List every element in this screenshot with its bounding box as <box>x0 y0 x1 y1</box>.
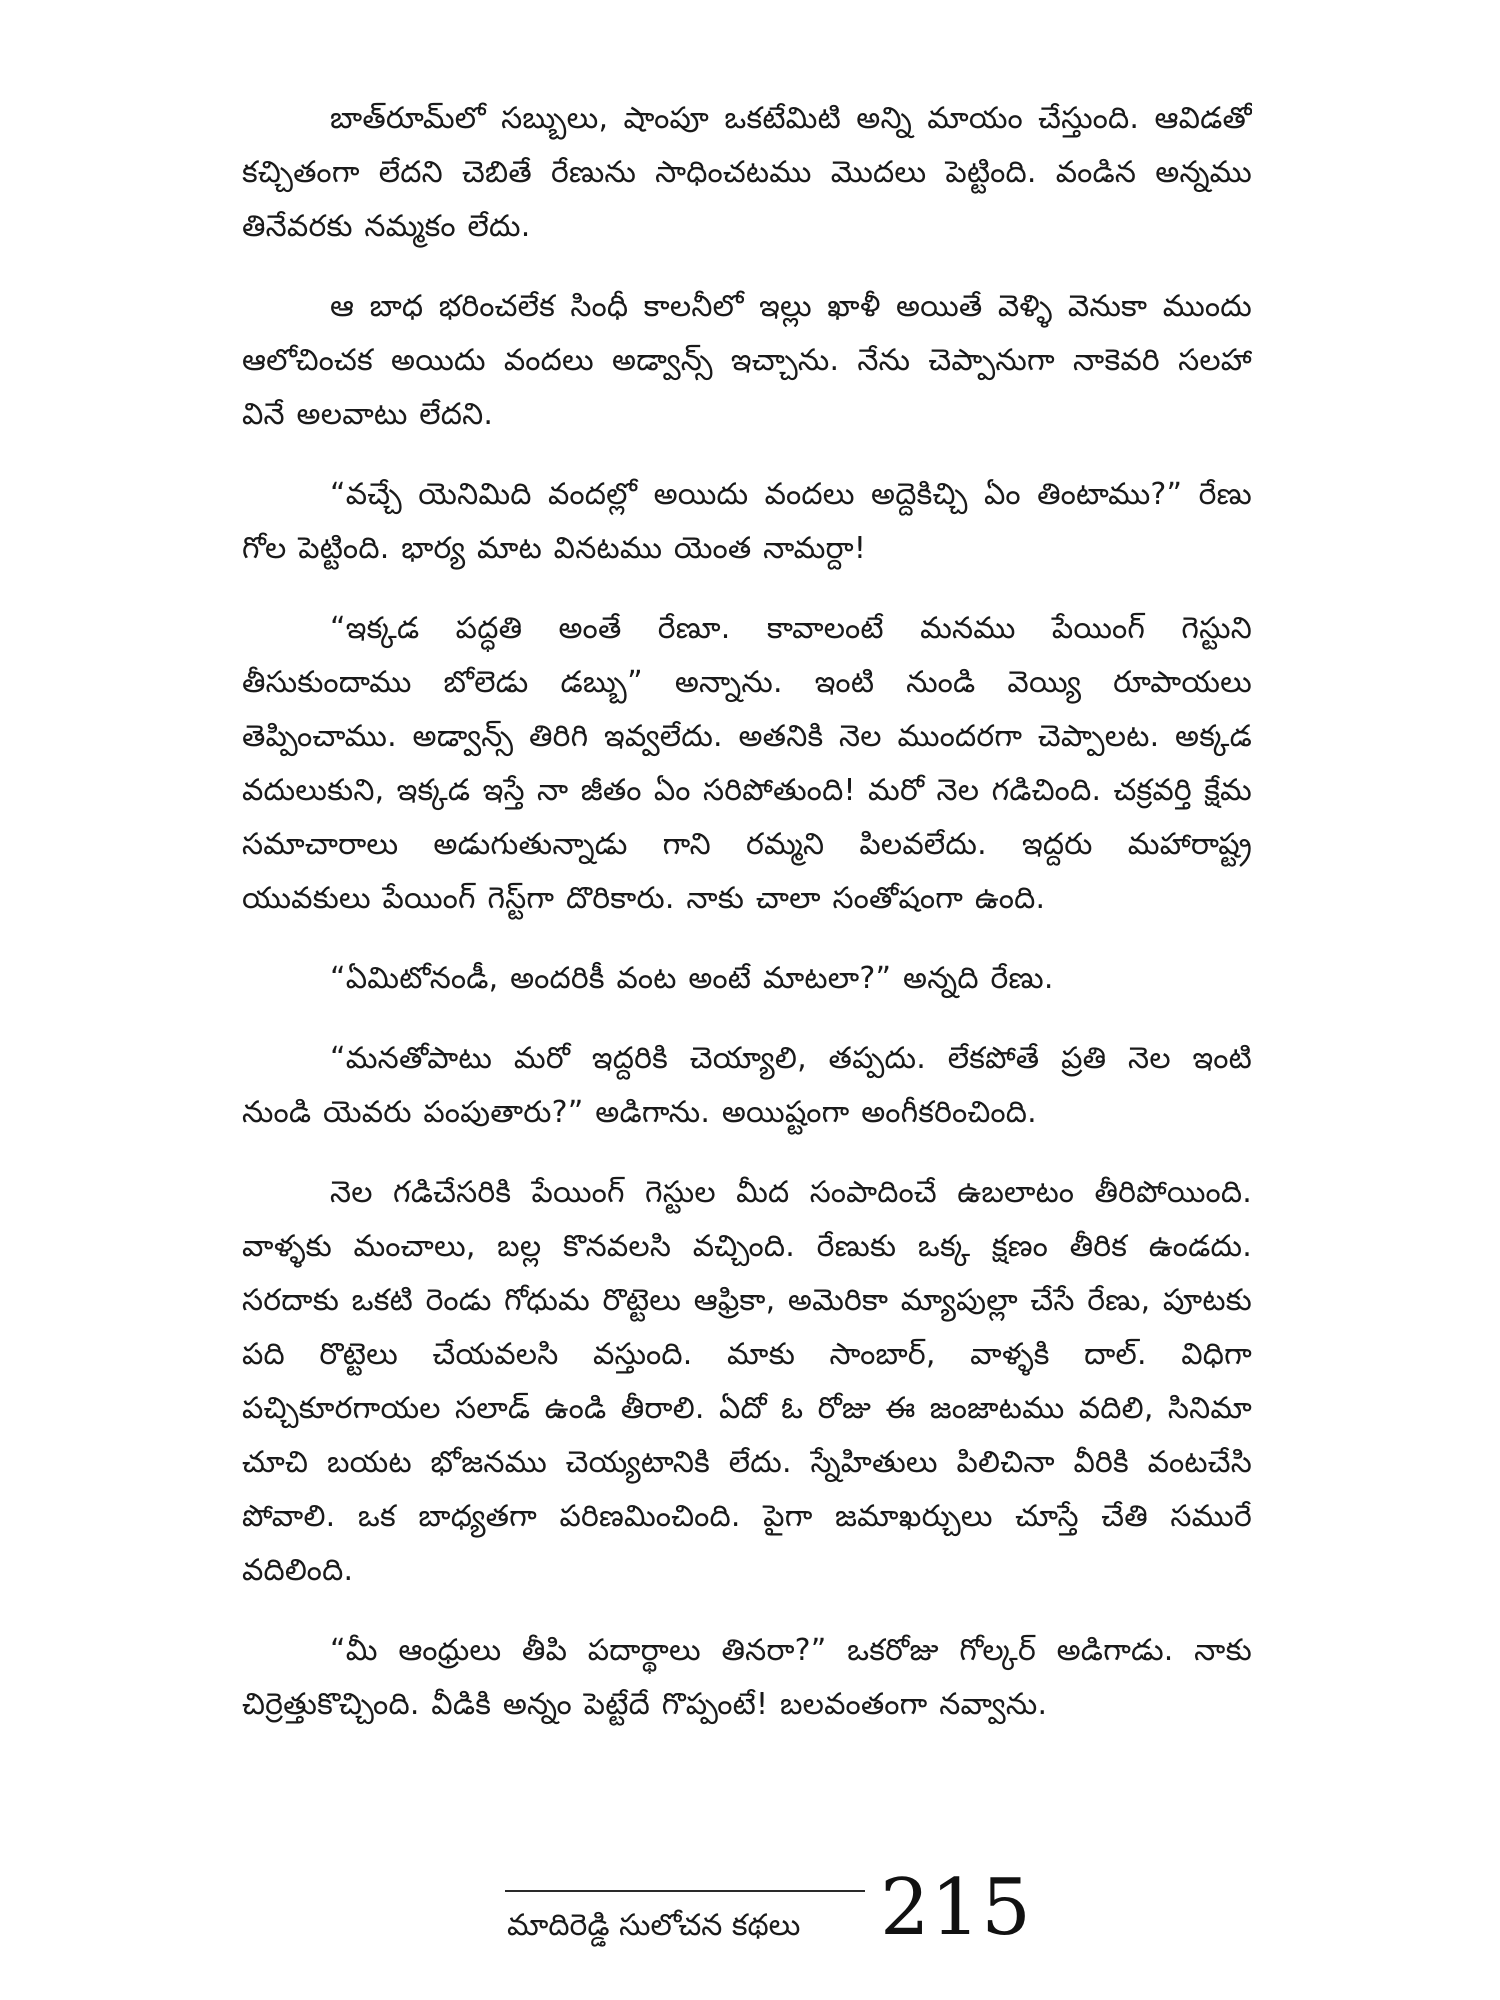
paragraph-2: ఆ బాధ భరించలేక సింధీ కాలనీలో ఇల్లు ఖాళీ అయితే వెళ్ళి వెనుకా ముందు ఆలోచించక అయిదు వందలు అడ్వాన్స్ ఇచ్చాను. నేను చెప్పానుగా నాకెవరి సలహా వినే అలవాటు లేదని. <box>242 289 1252 432</box>
paragraph-5: “ఏమిటోనండీ, అందరికీ వంట అంటే మాటలా?” అన్నది రేణు. <box>330 961 1054 996</box>
paragraph-8: “మీ ఆంధ్రులు తీపి పదార్థాలు తినరా?” ఒకరోజు గోల్కర్ అడిగాడు. నాకు చిర్రెత్తుకొచ్చింది. వీడికి అన్నం పెట్టేదే గొప్పంటే! బలవంతంగా నవ్వాను. <box>242 1633 1252 1722</box>
page-footer <box>505 1863 1032 1976</box>
paragraph-1: బాత్‌రూమ్‌లో సబ్బులు, షాంపూ ఒకటేమిటి అన్ని మాయం చేస్తుంది. ఆవిడతో కచ్చితంగా లేదని చెబితే రేణును సాధించటము మొదలు పెట్టింది. వండిన అన్నము తినేవరకు నమ్మకం లేదు. <box>242 101 1252 244</box>
footer-divider <box>505 1890 865 1892</box>
body-text <box>242 92 1252 1862</box>
book-title: మాదిరెడ్డి సులోచన కథలు <box>507 1908 801 1943</box>
paragraph-7: నెల గడిచేసరికి పేయింగ్ గెస్టుల మీద సంపాదించే ఉబలాటం తీరిపోయింది. వాళ్ళకు మంచాలు, బల్ల కొనవలసి వచ్చింది. రేణుకు ఒక్క క్షణం తీరిక ఉండదు. సరదాకు ఒకటి రెండు గోధుమ రొట్టెలు ఆఫ్రికా, అమెరికా మ్యాపుల్లా చేసే రేణు, పూటకు పది రొట్టెలు చేయవలసి వస్తుంది. మాకు సాంబార్, వాళ్ళకి దాల్. విధిగా పచ్చికూరగాయల సలాడ్ ఉండి తీరాలి. ఏదో ఓ రోజు ఈ జంజాటము వదిలి, సినిమా చూచి బయట భోజనము చెయ్యటానికి లేదు. స్నేహితులు పిలిచినా వీరికి వంటచేసి పోవాలి. ఒక బాధ్యతగా పరిణమించింది. పైగా జమాఖర్చులు చూస్తే చేతి సమురే వదిలింది. <box>242 1175 1252 1588</box>
paragraph-6: “మనతోపాటు మరో ఇద్దరికి చెయ్యాలి, తప్పదు. లేకపోతే ప్రతి నెల ఇంటి నుండి యెవరు పంపుతారు?” అడిగాను. అయిష్టంగా అంగీకరించింది. <box>242 1041 1252 1130</box>
paragraph-3: “వచ్చే యెనిమిది వందల్లో అయిదు వందలు అద్దెకిచ్చి ఏం తింటాము?” రేణు గోల పెట్టింది. భార్య మాట వినటము యెంత నామర్దా! <box>242 477 1252 566</box>
paragraph-4: “ఇక్కడ పద్ధతి అంతే రేణూ. కావాలంటే మనము పేయింగ్ గెస్టుని తీసుకుందాము బోలెడు డబ్బు” అన్నాను. ఇంటి నుండి వెయ్యి రూపాయలు తెప్పించాము. అడ్వాన్స్ తిరిగి ఇవ్వలేదు. అతనికి నెల ముందరగా చెప్పాలట. అక్కడ వదులుకుని, ఇక్కడ ఇస్తే నా జీతం ఏం సరిపోతుంది! మరో నెల గడిచింది. చక్రవర్తి క్షేమ సమాచారాలు అడుగుతున్నాడు గాని రమ్మని పిలవలేదు. ఇద్దరు మహారాష్ట్ర యువకులు పేయింగ్ గెస్ట్‌గా దొరికారు. నాకు చాలా సంతోషంగా ఉంది. <box>242 611 1252 916</box>
page-number: 215 <box>880 1863 1032 1953</box>
